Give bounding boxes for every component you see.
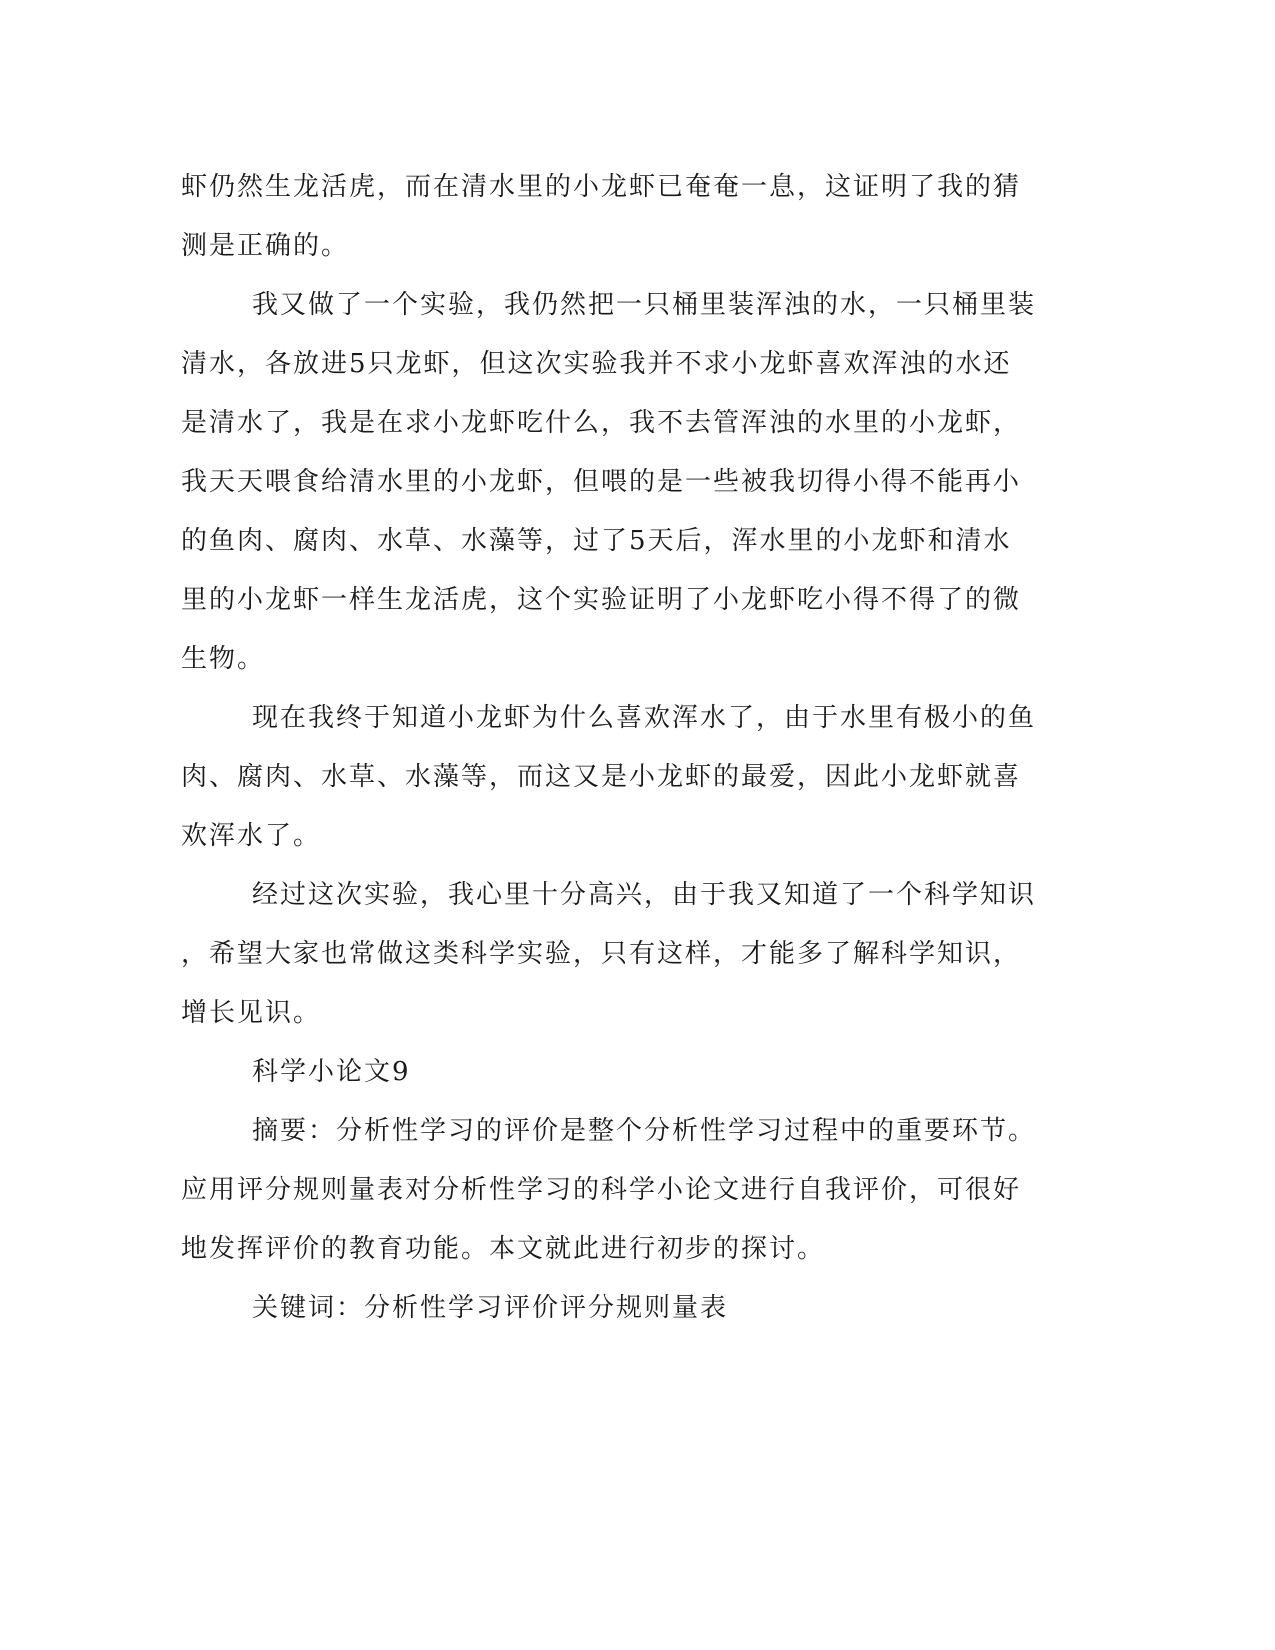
abstract-line-1: 摘要：分析性学习的评价是整个分析性学习过程中的重要环节。 [252, 1116, 1037, 1146]
text-line-15: 增长见识。 [181, 998, 322, 1028]
text-line-1: 虾仍然生龙活虎，而在清水里的小龙虾已奄奄一息，这证明了我的猜 [181, 172, 1022, 202]
text-line-9: 生物。 [181, 644, 266, 674]
text-line-12: 欢浑水了。 [181, 821, 322, 851]
text-line-14: ，希望大家也常做这类科学实验，只有这样，才能多了解科学知识， [181, 939, 1022, 969]
text-line-2: 测是正确的。 [181, 231, 350, 261]
abstract-line-2: 应用评分规则量表对分析性学习的科学小论文进行自我评价，可很好 [181, 1175, 1022, 1205]
text-line-11: 肉、腐肉、水草、水藻等，而这又是小龙虾的最爱，因此小龙虾就喜 [181, 762, 1022, 792]
document-body [181, 158, 1037, 1338]
text-line-13: 经过这次实验，我心里十分高兴，由于我又知道了一个科学知识 [252, 880, 1037, 910]
text-line-7: 的鱼肉、腐肉、水草、水藻等，过了5天后，浑水里的小龙虾和清水 [181, 526, 1012, 556]
abstract-line-3: 地发挥评价的教育功能。本文就此进行初步的探讨。 [181, 1234, 826, 1264]
text-line-3: 我又做了一个实验，我仍然把一只桶里装浑浊的水，一只桶里装 [252, 290, 1037, 320]
keywords-line: 关键词：分析性学习评价评分规则量表 [252, 1293, 729, 1323]
text-line-6: 我天天喂食给清水里的小龙虾，但喂的是一些被我切得小得不能再小 [181, 467, 1022, 497]
text-line-5: 是清水了，我是在求小龙虾吃什么，我不去管浑浊的水里的小龙虾， [181, 408, 1022, 438]
text-line-4: 清水，各放进5只龙虾，但这次实验我并不求小龙虾喜欢浑浊的水还 [181, 349, 1012, 379]
text-line-10: 现在我终于知道小龙虾为什么喜欢浑水了，由于水里有极小的鱼 [252, 703, 1037, 733]
section-title: 科学小论文9 [252, 1057, 411, 1087]
text-line-8: 里的小龙虾一样生龙活虎，这个实验证明了小龙虾吃小得不得了的微 [181, 585, 1022, 615]
